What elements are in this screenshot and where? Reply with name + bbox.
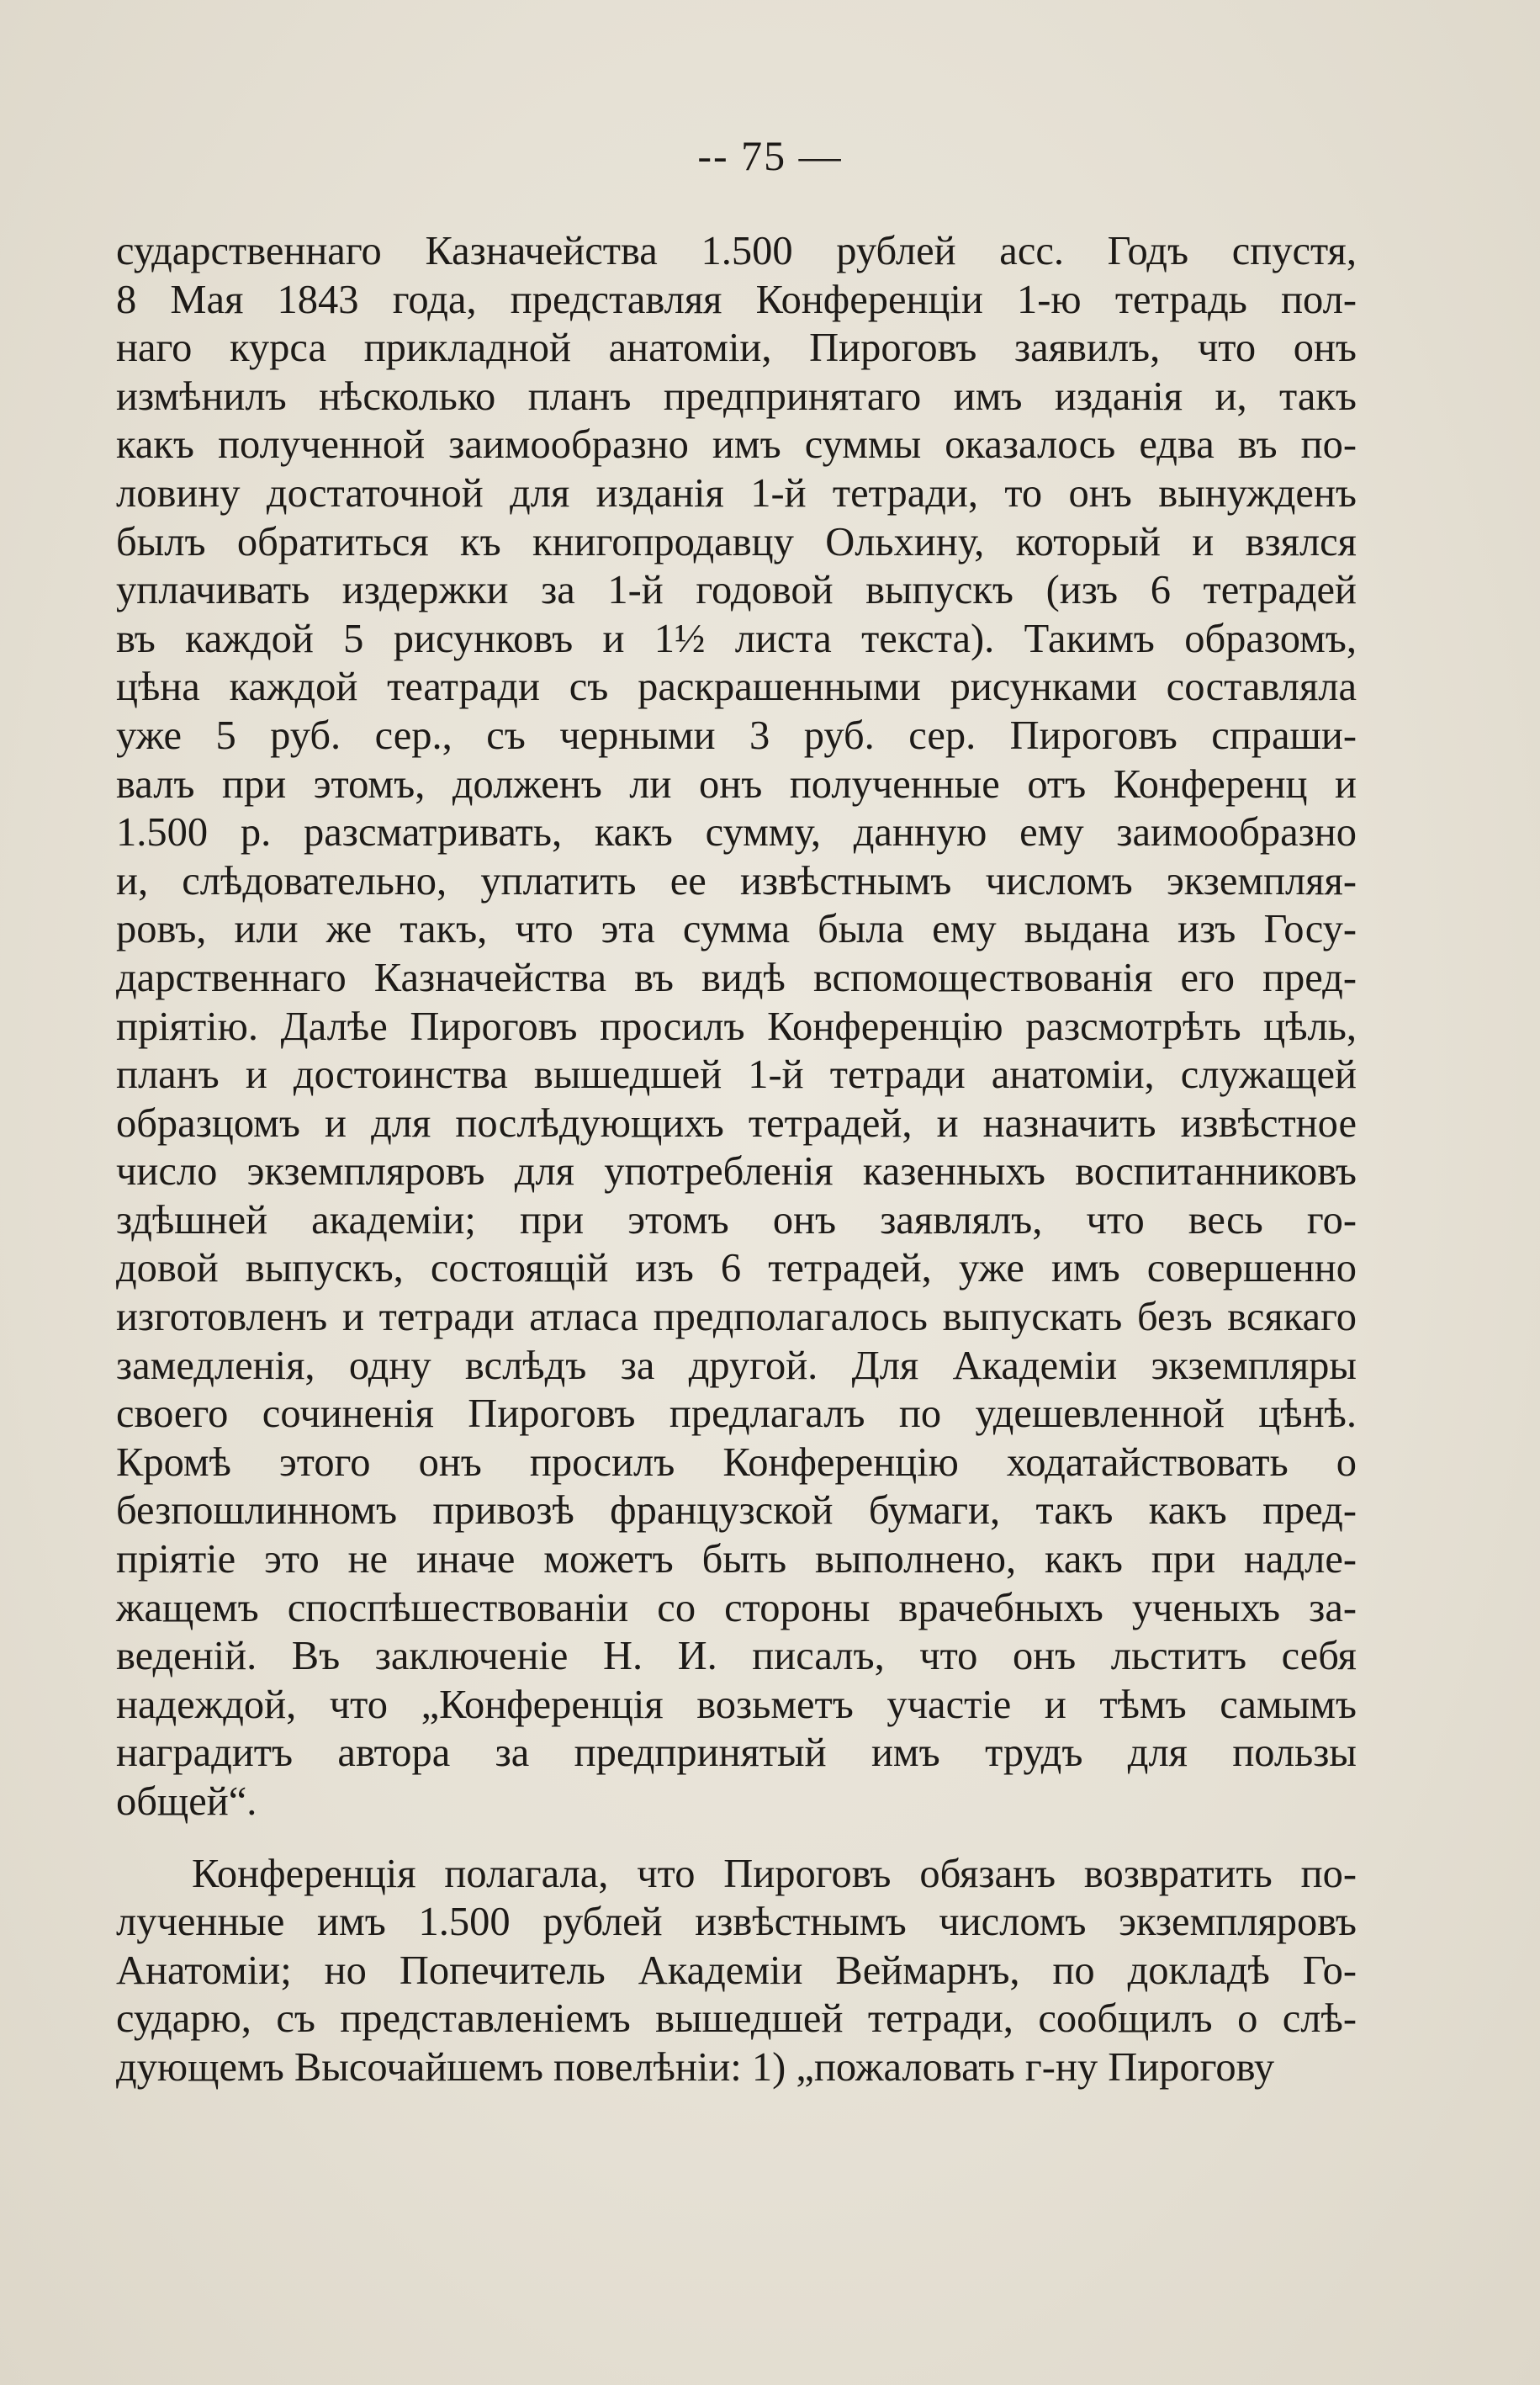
- text-line: изготовленъ и тетради атласа предполагалось выпускать безъ всякаго: [116, 1295, 1357, 1340]
- text-line: былъ обратиться къ книгопродавцу Ольхину, который и взялся: [116, 519, 1357, 564]
- text-line: и, слѣдовательно, уплатить ее извѣстнымъ числомъ экземпляя-: [116, 858, 1357, 904]
- text-line: валъ при этомъ, долженъ ли онъ полученные отъ Конференц и: [116, 761, 1357, 807]
- text-line: веденій. Въ заключеніе Н. И. писалъ, что онъ льститъ себя: [116, 1634, 1357, 1679]
- text-line: 8 Мая 1843 года, представляя Конференціи 1-ю тетрадь пол-: [116, 277, 1357, 322]
- text-line: дарственнаго Казначейства въ видѣ вспомоществованія его пред-: [116, 955, 1357, 1000]
- text-line: жащемъ споспѣшествованіи со стороны врачебныхъ ученыхъ за-: [116, 1585, 1357, 1630]
- text-line: сударю, съ представленіемъ вышедшей тетради, сообщилъ о слѣ-: [116, 1996, 1357, 2042]
- text-line: Конференція полагала, что Пироговъ обязанъ возвратить по-: [192, 1851, 1357, 1896]
- text-line: въ каждой 5 рисунковъ и 1½ листа текста). Такимъ образомъ,: [116, 616, 1357, 661]
- text-line: своего сочиненія Пироговъ предлагалъ по удешевленной цѣнѣ.: [116, 1391, 1357, 1437]
- text-line: уплачивать издержки за 1-й годовой выпускъ (изъ 6 тетрадей: [116, 568, 1357, 613]
- text-line: Анатоміи; но Попечитель Академіи Веймарнъ, по докладѣ Го-: [116, 1948, 1357, 1993]
- page-number: -- 75 —: [697, 132, 843, 179]
- text-line: лученные имъ 1.500 рублей извѣстнымъ числомъ экземпляровъ: [116, 1900, 1357, 1945]
- text-line: безпошлинномъ привозѣ французской бумаги, такъ какъ пред-: [116, 1488, 1357, 1534]
- text-line: здѣшней академіи; при этомъ онъ заявлялъ, что весь го-: [116, 1197, 1357, 1243]
- text-line: пріятіе это не иначе можетъ быть выполнено, какъ при надле-: [116, 1537, 1357, 1582]
- text-line: ровъ, или же такъ, что эта сумма была ему выдана изъ Госу-: [116, 907, 1357, 952]
- text-line: цѣна каждой театради съ раскрашенными рисунками составляла: [116, 665, 1357, 710]
- text-line: пріятію. Далѣе Пироговъ просилъ Конференцію разсмотрѣть цѣль,: [116, 1004, 1357, 1049]
- text-line: ловину достаточной для изданія 1-й тетради, то онъ вынужденъ: [116, 470, 1357, 516]
- paragraph-gap: [116, 1826, 1357, 1850]
- text-line: планъ и достоинства вышедшей 1-й тетради анатоміи, служащей: [116, 1052, 1357, 1098]
- text-line: наградитъ автора за предпринятый имъ трудъ для пользы: [116, 1730, 1357, 1776]
- body-text: [116, 227, 1357, 2092]
- text-line: общей“.: [116, 1779, 257, 1824]
- text-line: число экземпляровъ для употребленія казенныхъ воспитанниковъ: [116, 1149, 1357, 1195]
- text-line: 1.500 р. разсматривать, какъ сумму, данную ему заимообразно: [116, 810, 1357, 856]
- text-line: Кромѣ этого онъ просилъ Конференцію ходатайствовать о: [116, 1439, 1357, 1485]
- text-line: сударственнаго Казначейства 1.500 рублей асс. Годъ спустя,: [116, 229, 1357, 273]
- text-line: какъ полученной заимообразно имъ суммы оказалось едва въ по-: [116, 422, 1357, 468]
- text-line: измѣнилъ нѣсколько планъ предпринятаго имъ изданія и, такъ: [116, 374, 1357, 419]
- text-line: уже 5 руб. сер., съ черными 3 руб. сер. Пироговъ спраши-: [116, 713, 1357, 758]
- text-line: дующемъ Высочайшемъ повелѣніи: 1) „пожаловать г-ну Пирогову: [116, 2044, 1275, 2090]
- text-line: наго курса прикладной анатоміи, Пироговъ заявилъ, что онъ: [116, 326, 1357, 371]
- text-line: надеждой, что „Конференція возьметъ участіе и тѣмъ самымъ: [116, 1682, 1357, 1727]
- text-line: образцомъ и для послѣдующихъ тетрадей, и назначить извѣстное: [116, 1100, 1357, 1146]
- text-line: довой выпускъ, состоящій изъ 6 тетрадей, уже имъ совершенно: [116, 1246, 1357, 1291]
- text-line: замедленія, одну вслѣдъ за другой. Для Академіи экземпляры: [116, 1343, 1357, 1388]
